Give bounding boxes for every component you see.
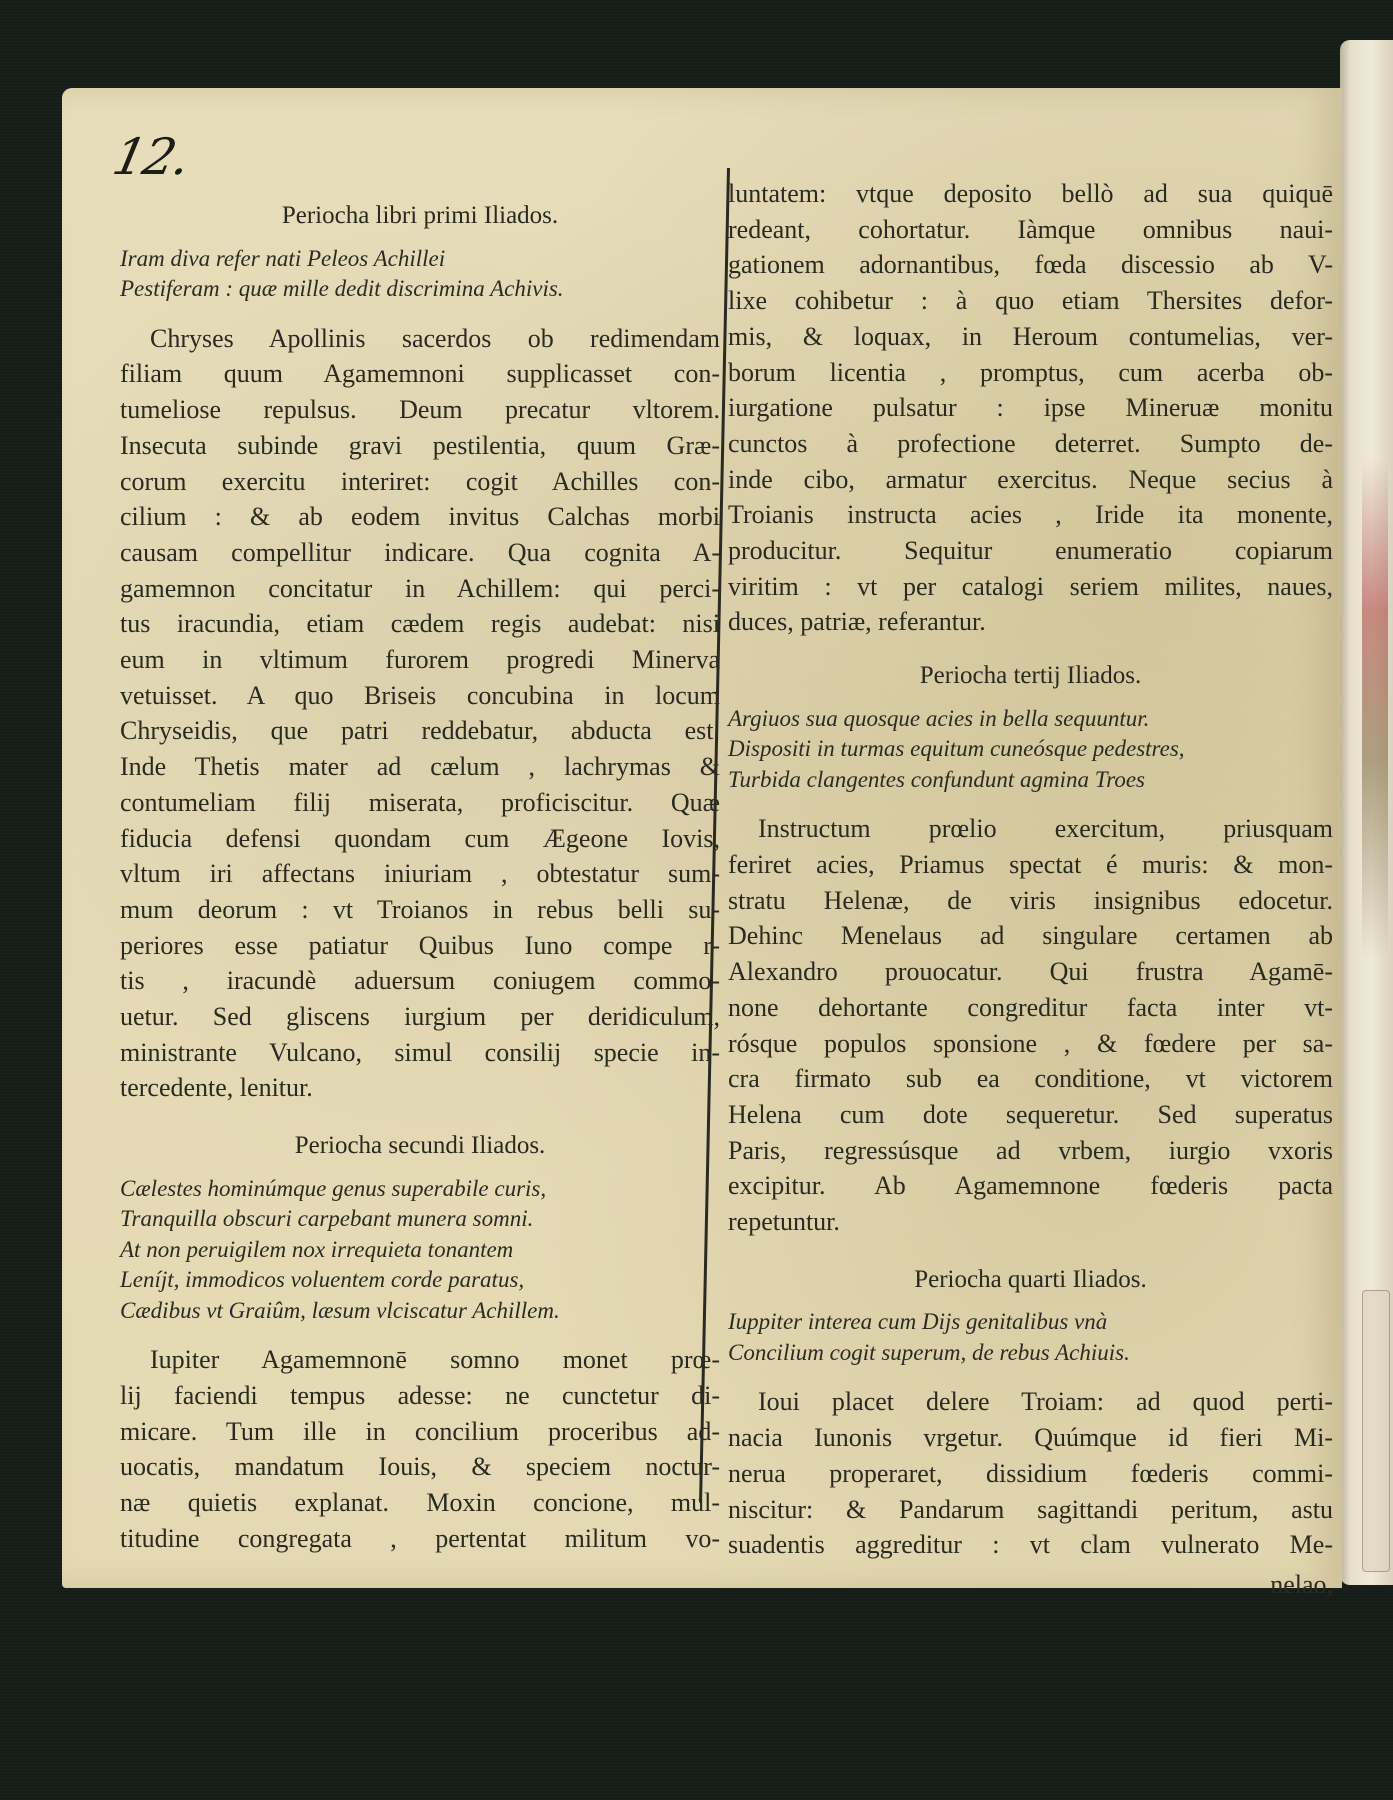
text-line: niscitur: & Pandarum sagittandi peritum, astu xyxy=(728,1494,1333,1524)
text-line: uocatis, mandatum Iouis, & speciem noctur- xyxy=(120,1452,720,1482)
text-line: causam compellitur indicare. Qua cognita A- xyxy=(120,537,720,567)
adjacent-page-edge xyxy=(1340,40,1393,1585)
verse-line: Iram diva refer nati Peleos Achillei xyxy=(120,245,446,271)
text-line: fiducia defensi quondam cum Ægeone Iovis, xyxy=(120,823,720,853)
text-line: Ioui placet delere Troiam: ad quod perti- xyxy=(758,1387,1333,1417)
text-line: tumeliose repulsus. Deum precatur vltorem. xyxy=(120,395,720,425)
text-line: lij faciendi tempus adesse: ne cunctetur di- xyxy=(120,1381,720,1411)
text-line: cilium : & ab eodem invitus Calchas morbi xyxy=(120,502,720,532)
text-line: suadentis aggreditur : vt clam vulnerato Me- xyxy=(728,1530,1333,1560)
text-line: nacia Iunonis vrgetur. Quúmque id fieri Mi- xyxy=(728,1423,1333,1453)
text-line: gamemnon concitatur in Achillem: qui perci- xyxy=(120,573,720,603)
summary-book-2 xyxy=(120,1342,720,1556)
section-heading-book-4: Periocha quarti Iliados. xyxy=(914,1265,1147,1293)
verse-line: Turbida clangentes confundunt agmina Troes xyxy=(728,766,1145,792)
text-line: filiam quum Agamemnoni supplicasset con- xyxy=(120,359,720,389)
text-line: tus iracundia, etiam cædem regis audebat: nisi xyxy=(120,609,720,639)
verse-line: Argiuos sua quosque acies in bella sequuntur. xyxy=(728,705,1150,731)
text-line: mum deorum : vt Troianos in rebus belli su- xyxy=(120,894,720,924)
text-line: lixe cohibetur : à quo etiam Thersites defor- xyxy=(728,286,1333,316)
summary-book-2-continued xyxy=(728,176,1333,640)
text-line: Inde Thetis mater ad cælum , lachrymas & xyxy=(120,752,720,782)
verse-line: Cælestes hominúmque genus superabile curis, xyxy=(120,1175,547,1201)
text-line: nerua properaret, dissidium fœderis commi- xyxy=(728,1458,1333,1488)
text-line: periores esse patiatur Quibus Iuno compe r- xyxy=(120,930,720,960)
section-heading-book-1: Periocha libri primi Iliados. xyxy=(281,202,559,229)
verse-line: Iuppiter interea cum Dijs genitalibus vnà xyxy=(728,1309,1108,1335)
section-heading-book-2: Periocha secundi Iliados. xyxy=(294,1132,546,1160)
text-line: vetuisset. A quo Briseis concubina in locum xyxy=(120,680,720,710)
text-line: cunctos à profectione deterret. Sumpto de- xyxy=(728,428,1333,458)
text-line: Alexandro prouocatur. Qui frustra Agamē- xyxy=(728,957,1333,987)
text-line: tercedente, lenitur. xyxy=(120,1073,313,1103)
text-line: Chryseidis, que patri reddebatur, abducta est. xyxy=(120,716,720,746)
section-heading-book-3: Periocha tertij Iliados. xyxy=(919,662,1142,690)
text-line: repetuntur. xyxy=(728,1207,840,1237)
text-line: Chryses Apollinis sacerdos ob redimendam xyxy=(150,323,720,353)
right-column xyxy=(728,176,1333,1603)
text-line: Insecuta subinde gravi pestilentia, quum Græ- xyxy=(120,430,720,460)
text-line: none dehortante congreditur facta inter vt- xyxy=(728,992,1333,1022)
verse-line: Leníjt, immodicos voluentem corde paratus, xyxy=(120,1267,525,1293)
text-line: duces, patriæ, referantur. xyxy=(728,607,986,637)
text-line: eum in vltimum furorem progredi Minerva xyxy=(120,645,720,675)
text-line: titudine congregata , pertentat militum vo- xyxy=(120,1523,720,1553)
text-line: rósque populos sponsione , & fœdere per sa- xyxy=(728,1028,1333,1058)
text-line: gationem adornantibus, fœda discessio ab V- xyxy=(728,250,1333,280)
adjacent-page-marginalia xyxy=(1362,1290,1390,1572)
summary-book-1 xyxy=(120,321,720,1106)
text-line: Instructum prœlio exercitum, priusquam xyxy=(758,814,1333,844)
left-column xyxy=(120,198,720,1557)
summary-book-3 xyxy=(728,811,1333,1239)
verse-epigraph-book-1 xyxy=(120,244,720,305)
text-line: excipitur. Ab Agamemnone fœderis pacta xyxy=(728,1171,1333,1201)
text-line: corum exercitu interiret: cogit Achilles con- xyxy=(120,466,720,496)
text-line: cra firmato sub ea conditione, vt victorem xyxy=(728,1064,1333,1094)
catchword: nelao, xyxy=(1270,1570,1333,1599)
verse-line: Concilium cogit superum, de rebus Achiuis. xyxy=(728,1339,1130,1365)
text-line: mis, & loquax, in Heroum contumelias, ver- xyxy=(728,321,1333,351)
text-line: Troianis instructa acies , Iride ita monente, xyxy=(728,500,1333,530)
text-line: inde cibo, armatur exercitus. Neque secius à xyxy=(728,464,1333,494)
text-line: redeant, cohortatur. Iàmque omnibus naui- xyxy=(728,214,1333,244)
text-line: uetur. Sed gliscens iurgium per deridiculum, xyxy=(120,1002,720,1032)
text-line: Paris, regressúsque ad vrbem, iurgio vxoris xyxy=(728,1135,1333,1165)
text-line: tis , iracundè aduersum coniugem commo- xyxy=(120,966,720,996)
text-line: næ quietis explanat. Moxin concione, mul- xyxy=(120,1488,720,1518)
verse-line: At non peruigilem nox irrequieta tonantem xyxy=(120,1236,514,1262)
summary-book-4 xyxy=(728,1384,1333,1563)
text-line: luntatem: vtque deposito bellò ad sua quiquē xyxy=(728,179,1333,208)
verse-line: Cædibus vt Graiûm, læsum vlciscatur Achillem. xyxy=(120,1297,560,1323)
text-line: stratu Helenæ, de viris insignibus edocetur. xyxy=(728,885,1333,915)
text-line: Helena cum dote sequeretur. Sed superatus xyxy=(728,1099,1333,1129)
adjacent-page-illustration xyxy=(1362,460,1388,960)
verse-epigraph-book-3 xyxy=(728,704,1333,796)
text-line: micare. Tum ille in concilium proceribus ad- xyxy=(120,1416,720,1446)
text-line: Iupiter Agamemnonē somno monet prœ- xyxy=(150,1345,720,1375)
book-page xyxy=(62,88,1342,1599)
verse-line: Dispositi in turmas equitum cuneósque pedestres, xyxy=(728,736,1185,762)
verse-epigraph-book-2 xyxy=(120,1174,720,1327)
verse-line: Pestiferam : quæ mille dedit discrimina Achivis. xyxy=(120,276,564,302)
text-line: iurgatione pulsatur : ipse Mineruæ monitu xyxy=(728,393,1333,423)
text-line: borum licentia , promptus, cum acerba ob- xyxy=(728,357,1333,387)
text-line: Dehinc Menelaus ad singulare certamen ab xyxy=(728,921,1333,951)
text-line: ministrante Vulcano, simul consilij specie in- xyxy=(120,1037,720,1067)
verse-line: Tranquilla obscuri carpebant munera somni. xyxy=(120,1206,534,1232)
handwritten-folio-number: 12. xyxy=(107,128,194,186)
text-line: producitur. Sequitur enumeratio copiarum xyxy=(728,536,1333,566)
text-line: viritim : vt per catalogi seriem milites, naues, xyxy=(728,571,1333,601)
text-line: feriret acies, Priamus spectat é muris: & mon- xyxy=(728,850,1333,880)
text-line: contumeliam filij miserata, proficiscitur. Quæ xyxy=(120,787,720,817)
verse-epigraph-book-4 xyxy=(728,1307,1333,1368)
text-line: vltum iri affectans iniuriam , obtestatur sum- xyxy=(120,859,720,889)
